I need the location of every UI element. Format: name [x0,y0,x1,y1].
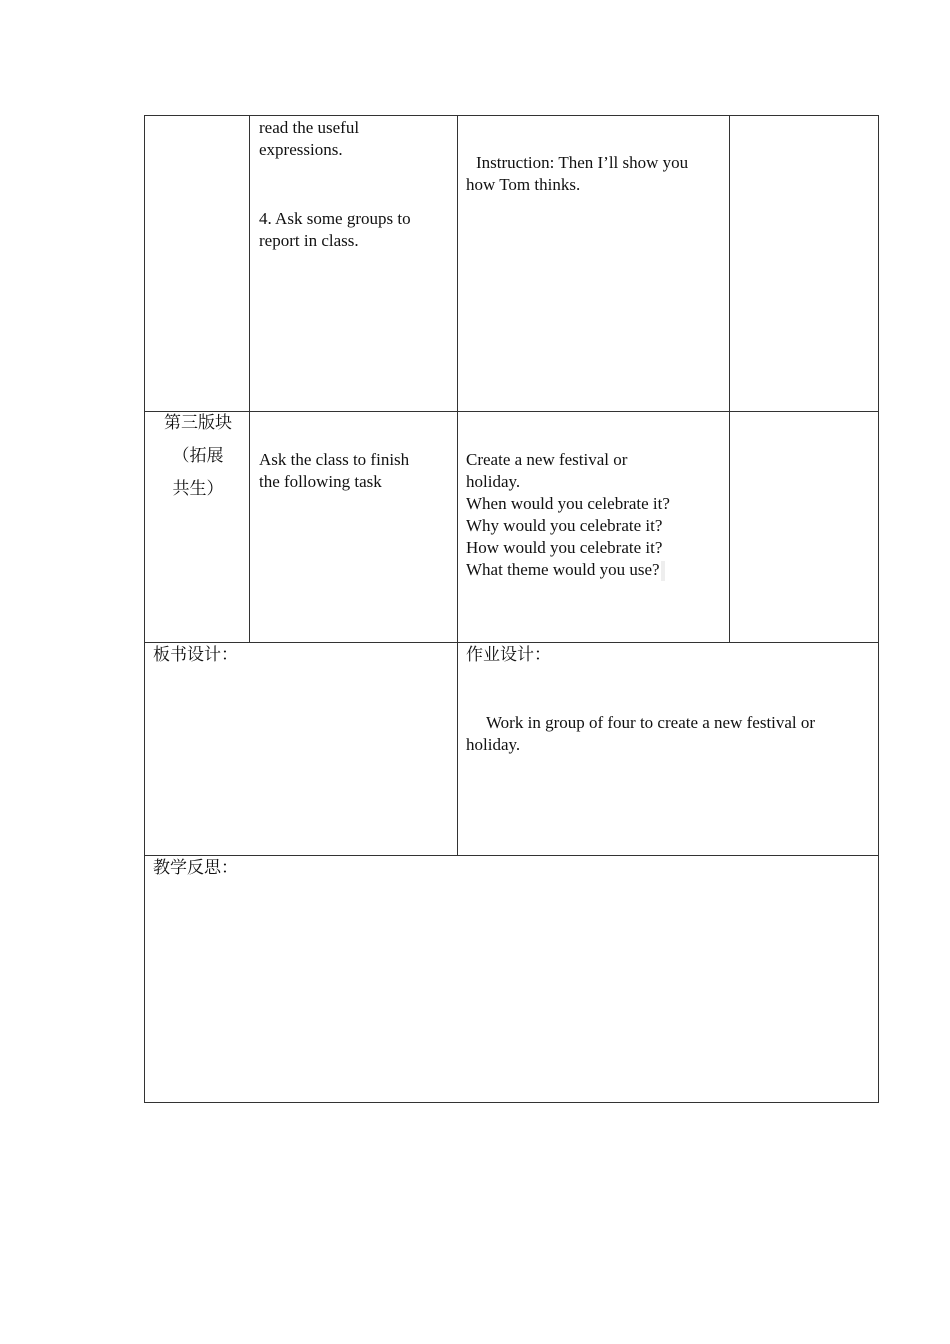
section-label-line-3: 共生） [172,479,224,499]
col-divider-3 [729,115,730,642]
row1-activity-text-b: 4. Ask some groups to report in class. [259,209,411,250]
question-line-5: How would you celebrate it? [466,538,663,557]
row-divider-3 [144,855,879,856]
section-label [146,407,250,506]
table-border-right [878,115,879,1103]
question-line-3: When would you celebrate it? [466,494,670,513]
question-line-1: Create a new festival or [466,450,628,469]
homework-text: Work in group of four to create a new festival or holiday. [466,713,816,754]
question-line-2: holiday. [466,472,521,491]
row-divider-1 [144,411,879,412]
table-border-bottom [144,1102,879,1103]
question-line-6-text: What theme would you use? [466,560,660,579]
row2-student-questions [466,449,726,581]
table-border-left [144,115,145,1103]
col-divider-2 [457,115,458,855]
question-line-4: Why would you celebrate it? [466,516,663,535]
text-cursor-marker [661,561,665,581]
section-label-line-2: （拓展 [172,446,224,466]
lesson-plan-table [144,115,879,1103]
homework-label: 作业设计： [466,645,551,665]
table-border-top [144,115,879,116]
section-label-line-1: 第三版块 [164,413,232,433]
row1-activity-text-a: read the useful expressions. [259,118,360,159]
row1-student-text: Instruction: Then I’ll show you how Tom thinks. [466,153,689,194]
row2-activity-text: Ask the class to finish the following task [259,450,410,491]
row-divider-2 [144,642,879,643]
col-divider-1 [249,115,250,642]
board-design-label: 板书设计： [153,645,238,665]
reflection-label: 教学反思： [153,858,238,878]
question-line-6 [466,559,726,581]
